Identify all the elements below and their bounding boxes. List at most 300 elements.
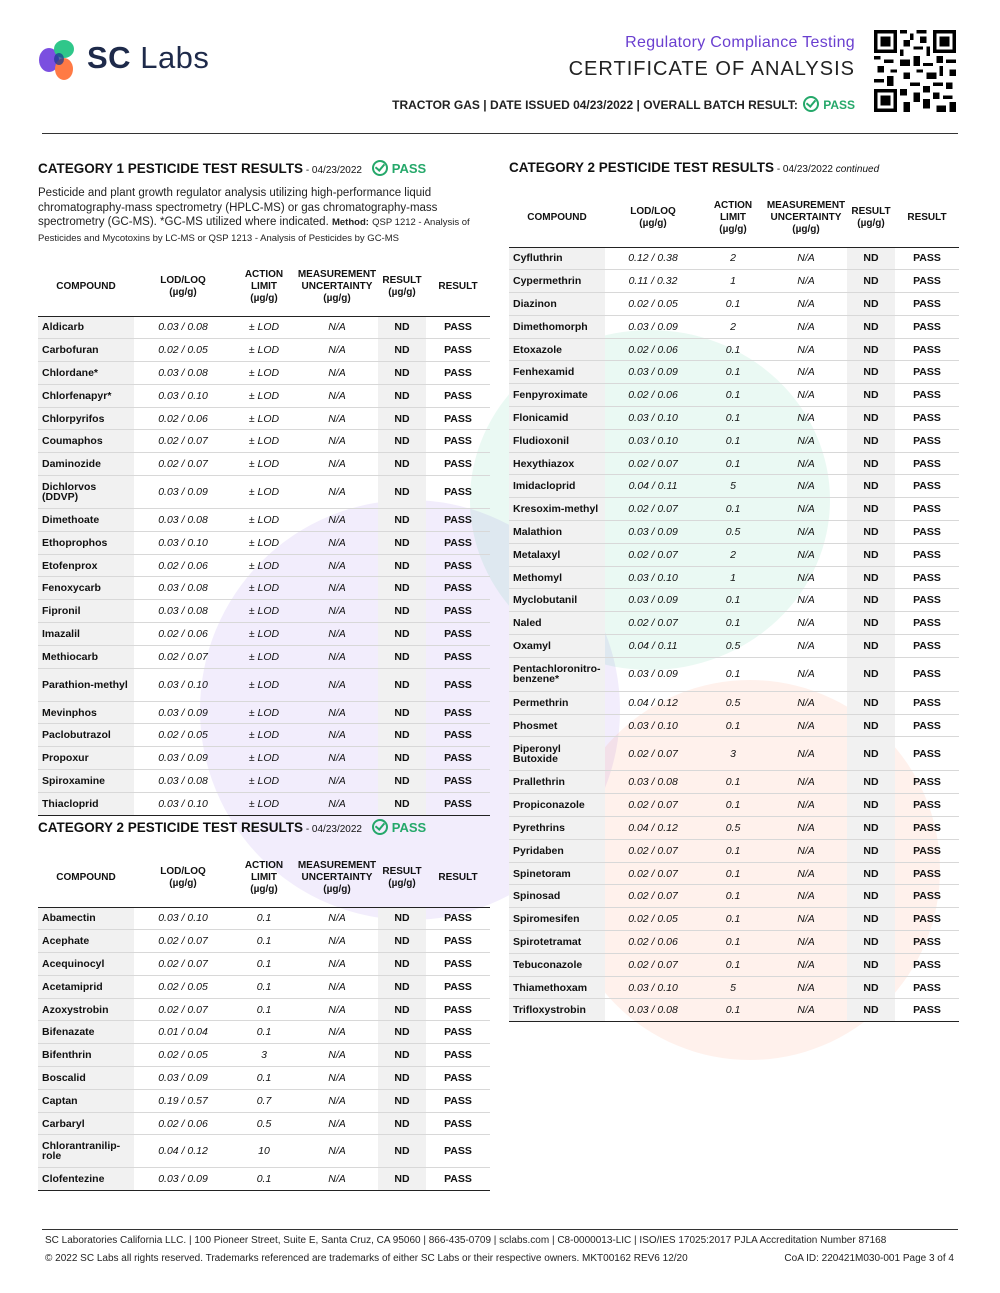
result-value: ND	[378, 998, 426, 1021]
uncertainty-value: N/A	[765, 839, 847, 862]
uncertainty-value: N/A	[765, 737, 847, 771]
action-limit-value: 0.1	[232, 975, 296, 998]
result-status: PASS	[895, 521, 959, 544]
brand-name: SC Labs	[87, 40, 210, 75]
lod-loq-value: 0.03 / 0.09	[605, 589, 701, 612]
uncertainty-value: N/A	[765, 566, 847, 589]
compound-name: Hexythiazox	[509, 452, 605, 475]
result-unit-header: RESULT (µg/g)	[851, 205, 891, 229]
compound-name: Chlorpyrifos	[38, 407, 134, 430]
result-status: PASS	[895, 407, 959, 430]
compound-name: Propoxur	[38, 747, 134, 770]
table-row	[509, 976, 959, 999]
check-circle-icon	[372, 160, 388, 176]
uncertainty-value: N/A	[296, 1067, 378, 1090]
compound-name: Coumaphos	[38, 430, 134, 453]
action-limit-value: 0.1	[701, 429, 765, 452]
table-row	[38, 1168, 490, 1191]
qr-code-icon[interactable]	[874, 30, 956, 112]
compound-name: Methomyl	[509, 566, 605, 589]
result-status: PASS	[426, 770, 490, 793]
result-status: PASS	[895, 737, 959, 771]
result-status: PASS	[426, 476, 490, 509]
action-limit-value: 0.1	[232, 953, 296, 976]
compound-name: Fenoxycarb	[38, 577, 134, 600]
compound-name: Piperonyl Butoxide	[509, 737, 605, 771]
uncertainty-value: N/A	[296, 453, 378, 476]
table-row	[509, 315, 959, 338]
action-limit-value: ± LOD	[232, 476, 296, 509]
compound-name: Cypermethrin	[509, 270, 605, 293]
uncertainty-value: N/A	[765, 908, 847, 931]
table-row	[509, 817, 959, 840]
result-value: ND	[847, 338, 895, 361]
table-row	[509, 908, 959, 931]
lod-loq-value: 0.03 / 0.08	[134, 600, 232, 623]
table-row	[509, 931, 959, 954]
table-row	[509, 475, 959, 498]
result-value: ND	[847, 361, 895, 384]
uncertainty-value: N/A	[296, 645, 378, 668]
action-limit-value: ± LOD	[232, 701, 296, 724]
result-value: ND	[847, 953, 895, 976]
result-value: ND	[378, 476, 426, 509]
result-value: ND	[378, 509, 426, 532]
uncertainty-value: N/A	[296, 668, 378, 701]
compound-name: Aldicarb	[38, 316, 134, 339]
table-row	[509, 361, 959, 384]
lod-loq-value: 0.02 / 0.06	[134, 554, 232, 577]
compound-name: Clofentezine	[38, 1168, 134, 1191]
result-value: ND	[847, 498, 895, 521]
cat2-title: CATEGORY 2 PESTICIDE TEST RESULTS - 04/23/2022 PASS	[38, 820, 427, 835]
result-value: ND	[847, 691, 895, 714]
result-status: PASS	[426, 1168, 490, 1191]
uncertainty-value: N/A	[296, 1021, 378, 1044]
lod-loq-value: 0.02 / 0.06	[605, 338, 701, 361]
lod-loq-value: 0.02 / 0.07	[134, 453, 232, 476]
lod-loq-value: 0.03 / 0.10	[134, 668, 232, 701]
result-status: PASS	[895, 839, 959, 862]
action-limit-value: ± LOD	[232, 645, 296, 668]
action-limit-value: ± LOD	[232, 362, 296, 385]
compound-name: Spiroxamine	[38, 770, 134, 793]
uncertainty-value: N/A	[296, 907, 378, 930]
lod-loq-value: 0.03 / 0.08	[605, 999, 701, 1022]
table-row	[38, 998, 490, 1021]
date-issued: DATE ISSUED 04/23/2022	[489, 98, 634, 112]
compound-name: Myclobutanil	[509, 589, 605, 612]
lod-loq-value: 0.02 / 0.06	[605, 931, 701, 954]
compound-name: Carbaryl	[38, 1112, 134, 1135]
lod-loq-value: 0.03 / 0.08	[134, 509, 232, 532]
lod-loq-value: 0.02 / 0.06	[134, 1112, 232, 1135]
uncertainty-value: N/A	[765, 361, 847, 384]
action-limit-value: 2	[701, 315, 765, 338]
sc-labs-logo	[35, 36, 235, 82]
result-status: PASS	[895, 498, 959, 521]
uncertainty-value: N/A	[296, 623, 378, 646]
action-limit-value: ± LOD	[232, 747, 296, 770]
result-value: ND	[378, 747, 426, 770]
result-status: PASS	[895, 338, 959, 361]
compound-name: Fludioxonil	[509, 429, 605, 452]
action-limit-value: 3	[701, 737, 765, 771]
action-limit-value: 0.1	[701, 794, 765, 817]
action-limit-value: 10	[232, 1135, 296, 1168]
table-row	[509, 839, 959, 862]
compound-name: Etofenprox	[38, 554, 134, 577]
uncertainty-value: N/A	[765, 885, 847, 908]
result-status: PASS	[895, 794, 959, 817]
result-status: PASS	[895, 817, 959, 840]
uncertainty-header: MEASUREMENT UNCERTAINTY (µg/g)	[297, 859, 377, 895]
table-row	[509, 714, 959, 737]
uncertainty-value: N/A	[765, 635, 847, 658]
action-limit-value: 0.1	[701, 384, 765, 407]
uncertainty-header: MEASUREMENT UNCERTAINTY (µg/g)	[297, 268, 377, 304]
table-row	[38, 384, 490, 407]
lod-loq-value: 0.03 / 0.10	[605, 566, 701, 589]
compound-header: COMPOUND	[527, 211, 587, 223]
table-row	[509, 691, 959, 714]
lod-loq-value: 0.02 / 0.07	[605, 543, 701, 566]
cat2-results-table	[38, 849, 490, 1191]
lod-loq-value: 0.03 / 0.09	[134, 476, 232, 509]
action-limit-value: 0.5	[701, 817, 765, 840]
result-value: ND	[378, 554, 426, 577]
result-status: PASS	[426, 362, 490, 385]
result-status: PASS	[895, 635, 959, 658]
table-row	[38, 1135, 490, 1168]
table-row	[38, 600, 490, 623]
result-status: PASS	[895, 543, 959, 566]
table-row	[509, 270, 959, 293]
lod-loq-value: 0.02 / 0.07	[605, 862, 701, 885]
lod-loq-value: 0.03 / 0.09	[605, 361, 701, 384]
result-status: PASS	[895, 771, 959, 794]
action-limit-value: ± LOD	[232, 792, 296, 815]
action-limit-value: 0.7	[232, 1089, 296, 1112]
result-value: ND	[847, 714, 895, 737]
uncertainty-header: MEASUREMENT UNCERTAINTY (µg/g)	[766, 199, 846, 235]
uncertainty-value: N/A	[296, 577, 378, 600]
lod-loq-value: 0.04 / 0.11	[605, 635, 701, 658]
lod-loq-value: 0.02 / 0.05	[134, 1044, 232, 1067]
lod-loq-value: 0.11 / 0.32	[605, 270, 701, 293]
lod-loq-value: 0.03 / 0.10	[134, 384, 232, 407]
lod-loq-value: 0.02 / 0.07	[605, 737, 701, 771]
lod-loq-value: 0.03 / 0.08	[134, 577, 232, 600]
result-value: ND	[847, 315, 895, 338]
result-status: PASS	[426, 316, 490, 339]
result-value: ND	[378, 668, 426, 701]
result-value: ND	[378, 645, 426, 668]
table-row	[509, 452, 959, 475]
result-value: ND	[378, 407, 426, 430]
table-row	[509, 338, 959, 361]
result-value: ND	[378, 600, 426, 623]
uncertainty-value: N/A	[296, 316, 378, 339]
result-status: PASS	[895, 475, 959, 498]
result-value: ND	[378, 1135, 426, 1168]
result-value: ND	[847, 247, 895, 270]
lodloq-header: LOD/LOQ (µg/g)	[630, 205, 676, 229]
uncertainty-value: N/A	[296, 1112, 378, 1135]
uncertainty-value: N/A	[296, 476, 378, 509]
action-limit-value: 0.1	[701, 885, 765, 908]
uncertainty-value: N/A	[296, 770, 378, 793]
uncertainty-value: N/A	[296, 1044, 378, 1067]
action-limit-header: ACTION LIMIT (µg/g)	[713, 199, 753, 235]
result-value: ND	[378, 453, 426, 476]
product-name: TRACTOR GAS	[392, 98, 480, 112]
uncertainty-value: N/A	[765, 953, 847, 976]
result-status: PASS	[426, 975, 490, 998]
result-status: PASS	[426, 600, 490, 623]
uncertainty-value: N/A	[765, 862, 847, 885]
lod-loq-value: 0.02 / 0.07	[605, 498, 701, 521]
uncertainty-value: N/A	[765, 589, 847, 612]
lod-loq-value: 0.03 / 0.10	[605, 429, 701, 452]
action-limit-value: ± LOD	[232, 509, 296, 532]
lodloq-header: LOD/LOQ (µg/g)	[160, 865, 206, 889]
check-circle-icon	[803, 96, 819, 112]
result-status: PASS	[426, 724, 490, 747]
action-limit-value: 0.1	[701, 452, 765, 475]
result-value: ND	[378, 1067, 426, 1090]
result-value: ND	[378, 362, 426, 385]
uncertainty-value: N/A	[296, 509, 378, 532]
uncertainty-value: N/A	[296, 975, 378, 998]
result-value: ND	[378, 930, 426, 953]
lod-loq-value: 0.03 / 0.09	[134, 747, 232, 770]
action-limit-value: 0.1	[701, 338, 765, 361]
action-limit-value: 2	[701, 543, 765, 566]
action-limit-value: 0.1	[701, 407, 765, 430]
table-row	[509, 999, 959, 1022]
result-value: ND	[378, 975, 426, 998]
result-status: PASS	[895, 361, 959, 384]
result-status: PASS	[895, 885, 959, 908]
result-status: PASS	[426, 1044, 490, 1067]
header-titles	[569, 34, 855, 81]
action-limit-value: 0.1	[701, 999, 765, 1022]
uncertainty-value: N/A	[765, 691, 847, 714]
table-row	[509, 407, 959, 430]
result-value: ND	[847, 475, 895, 498]
lod-loq-value: 0.03 / 0.08	[134, 770, 232, 793]
action-limit-value: 0.1	[232, 998, 296, 1021]
result-status: PASS	[895, 612, 959, 635]
lod-loq-value: 0.04 / 0.11	[605, 475, 701, 498]
result-status: PASS	[426, 1089, 490, 1112]
table-row	[509, 566, 959, 589]
result-value: ND	[378, 770, 426, 793]
action-limit-header: ACTION LIMIT (µg/g)	[244, 859, 284, 895]
action-limit-value: 0.1	[701, 839, 765, 862]
result-status: PASS	[426, 645, 490, 668]
result-value: ND	[847, 657, 895, 691]
footer-copyright: © 2022 SC Labs all rights reserved. Trademarks referenced are trademarks of either SC Labs or their respective owners. MKT00162 REV6 12/20	[45, 1253, 688, 1264]
compound-name: Spinetoram	[509, 862, 605, 885]
compound-name: Diazinon	[509, 293, 605, 316]
compound-name: Acequinocyl	[38, 953, 134, 976]
result-unit-header: RESULT (µg/g)	[382, 274, 422, 298]
compound-name: Fenhexamid	[509, 361, 605, 384]
lod-loq-value: 0.03 / 0.09	[134, 701, 232, 724]
compound-name: Bifenazate	[38, 1021, 134, 1044]
action-limit-value: 3	[232, 1044, 296, 1067]
table-row	[38, 1089, 490, 1112]
lod-loq-value: 0.02 / 0.06	[134, 407, 232, 430]
result-status: PASS	[895, 657, 959, 691]
table-row	[38, 1044, 490, 1067]
uncertainty-value: N/A	[765, 498, 847, 521]
result-value: ND	[378, 1168, 426, 1191]
result-value: ND	[847, 817, 895, 840]
result-status: PASS	[426, 407, 490, 430]
table-row	[38, 476, 490, 509]
footer-divider	[42, 1229, 958, 1230]
result-status: PASS	[426, 907, 490, 930]
table-row	[509, 771, 959, 794]
compound-name: Boscalid	[38, 1067, 134, 1090]
lod-loq-value: 0.04 / 0.12	[605, 691, 701, 714]
lod-loq-value: 0.02 / 0.07	[605, 794, 701, 817]
table-row	[38, 645, 490, 668]
action-limit-value: ± LOD	[232, 407, 296, 430]
result-value: ND	[847, 635, 895, 658]
compound-name: Oxamyl	[509, 635, 605, 658]
result-value: ND	[378, 1112, 426, 1135]
uncertainty-value: N/A	[296, 1089, 378, 1112]
uncertainty-value: N/A	[296, 1135, 378, 1168]
compound-name: Fenpyroximate	[509, 384, 605, 407]
uncertainty-value: N/A	[296, 953, 378, 976]
compound-name: Mevinphos	[38, 701, 134, 724]
uncertainty-value: N/A	[765, 771, 847, 794]
compound-name: Metalaxyl	[509, 543, 605, 566]
uncertainty-value: N/A	[296, 701, 378, 724]
uncertainty-value: N/A	[765, 543, 847, 566]
table-row	[509, 612, 959, 635]
action-limit-value: 0.1	[701, 361, 765, 384]
result-value: ND	[847, 270, 895, 293]
lod-loq-value: 0.03 / 0.08	[134, 362, 232, 385]
compound-name: Paclobutrazol	[38, 724, 134, 747]
uncertainty-value: N/A	[296, 724, 378, 747]
compound-name: Cyfluthrin	[509, 247, 605, 270]
uncertainty-value: N/A	[296, 998, 378, 1021]
table-row	[38, 339, 490, 362]
compound-name: Spiromesifen	[509, 908, 605, 931]
table-row	[509, 384, 959, 407]
action-limit-value: 0.5	[701, 691, 765, 714]
logo-mark-icon	[35, 36, 81, 82]
compound-name: Kresoxim-methyl	[509, 498, 605, 521]
result-status: PASS	[426, 668, 490, 701]
action-limit-value: ± LOD	[232, 430, 296, 453]
uncertainty-value: N/A	[296, 430, 378, 453]
uncertainty-value: N/A	[296, 339, 378, 362]
lod-loq-value: 0.02 / 0.07	[605, 885, 701, 908]
uncertainty-value: N/A	[296, 531, 378, 554]
compound-name: Ethoprophos	[38, 531, 134, 554]
action-limit-value: 0.1	[701, 862, 765, 885]
result-value: ND	[847, 566, 895, 589]
result-status: PASS	[895, 931, 959, 954]
table-row	[38, 623, 490, 646]
result-status: PASS	[426, 577, 490, 600]
table-row	[38, 724, 490, 747]
lod-loq-value: 0.02 / 0.07	[605, 839, 701, 862]
action-limit-value: ± LOD	[232, 668, 296, 701]
uncertainty-value: N/A	[296, 384, 378, 407]
result-status: PASS	[426, 384, 490, 407]
result-status: PASS	[895, 384, 959, 407]
uncertainty-value: N/A	[765, 293, 847, 316]
compound-name: Chlorfenapyr*	[38, 384, 134, 407]
overall-label: OVERALL BATCH RESULT:	[643, 98, 798, 112]
action-limit-value: ± LOD	[232, 623, 296, 646]
uncertainty-value: N/A	[765, 931, 847, 954]
table-row	[38, 975, 490, 998]
uncertainty-value: N/A	[765, 407, 847, 430]
compound-name: Dichlorvos (DDVP)	[38, 476, 134, 509]
action-limit-value: ± LOD	[232, 531, 296, 554]
lod-loq-value: 0.03 / 0.09	[605, 657, 701, 691]
result-value: ND	[378, 1044, 426, 1067]
action-limit-value: ± LOD	[232, 453, 296, 476]
uncertainty-value: N/A	[765, 270, 847, 293]
table-row	[38, 1021, 490, 1044]
lod-loq-value: 0.02 / 0.07	[134, 998, 232, 1021]
action-limit-value: ± LOD	[232, 577, 296, 600]
lod-loq-value: 0.03 / 0.10	[134, 531, 232, 554]
compound-name: Naled	[509, 612, 605, 635]
lod-loq-value: 0.02 / 0.07	[134, 645, 232, 668]
result-value: ND	[847, 384, 895, 407]
header-divider	[42, 133, 958, 134]
lod-loq-value: 0.04 / 0.12	[134, 1135, 232, 1168]
result-status: PASS	[426, 792, 490, 815]
table-row	[38, 907, 490, 930]
result-status: PASS	[895, 862, 959, 885]
action-limit-value: 0.1	[232, 907, 296, 930]
result-value: ND	[847, 862, 895, 885]
compound-name: Propiconazole	[509, 794, 605, 817]
table-row	[38, 701, 490, 724]
result-status: PASS	[895, 714, 959, 737]
compound-name: Flonicamid	[509, 407, 605, 430]
result-value: ND	[847, 407, 895, 430]
batch-meta: TRACTOR GAS | DATE ISSUED 04/23/2022 | OVERALL BATCH RESULT: PASS	[392, 98, 855, 112]
lod-loq-value: 0.19 / 0.57	[134, 1089, 232, 1112]
lod-loq-value: 0.02 / 0.05	[134, 975, 232, 998]
action-limit-value: 5	[701, 475, 765, 498]
uncertainty-value: N/A	[765, 521, 847, 544]
action-limit-value: 0.5	[232, 1112, 296, 1135]
compound-name: Fipronil	[38, 600, 134, 623]
lod-loq-value: 0.03 / 0.10	[605, 976, 701, 999]
lod-loq-value: 0.02 / 0.07	[605, 612, 701, 635]
action-limit-value: 2	[701, 247, 765, 270]
uncertainty-value: N/A	[765, 999, 847, 1022]
table-row	[38, 930, 490, 953]
table-row	[38, 316, 490, 339]
cat1-title: CATEGORY 1 PESTICIDE TEST RESULTS - 04/23/2022 PASS	[38, 161, 427, 176]
